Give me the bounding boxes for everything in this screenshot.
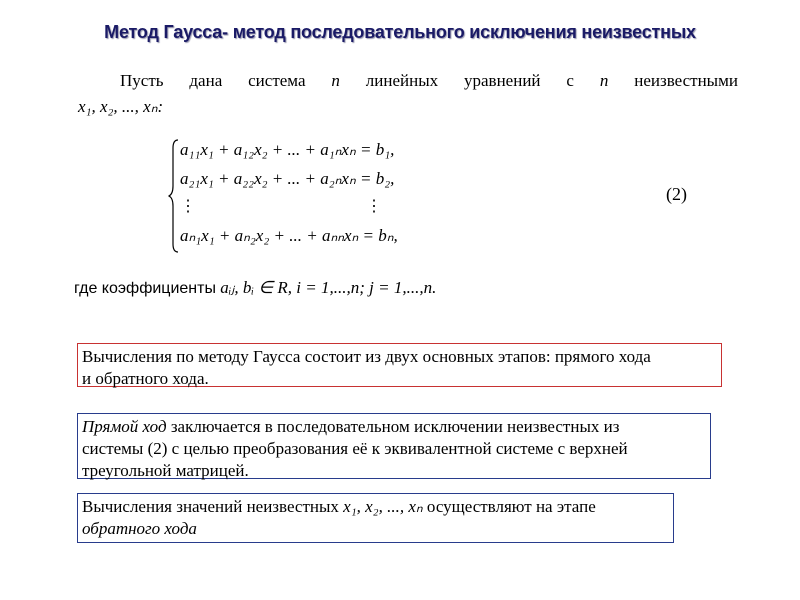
intro-line-1 xyxy=(78,68,738,94)
box-line: и обратного хода. xyxy=(82,369,209,388)
box-text: осуществляют на этапе xyxy=(422,497,596,516)
equation-2: a₂₁x₁ + a₂₂x₂ + ... + a₂ₙxₙ = b₂, xyxy=(180,169,395,188)
box-line: Вычисления по методу Гаусса состоит из двух основных этапов: прямого хода xyxy=(82,347,651,366)
equation-number: (2) xyxy=(666,184,687,204)
backward-pass-box xyxy=(77,493,674,543)
intro-word: линейных xyxy=(365,71,439,90)
intro-var-n: n xyxy=(599,71,609,90)
left-brace-icon xyxy=(168,138,180,254)
equation-system xyxy=(168,138,438,254)
vertical-dots-left: ⋮ xyxy=(180,198,196,215)
box-text: Вычисления значений неизвестных xyxy=(82,497,344,516)
coefficients-formula: aᵢⱼ, bᵢ ∈ R, i = 1,...,n; j = 1,...,n. xyxy=(220,278,437,297)
box-line: треугольной матрицей. xyxy=(82,461,249,480)
intro-paragraph xyxy=(78,68,738,120)
stages-box xyxy=(77,343,722,387)
box-line xyxy=(82,496,669,518)
box-text: заключается в последовательном исключении неизвестных из xyxy=(166,417,620,436)
vertical-dots-right: ⋮ xyxy=(366,198,382,215)
intro-unknowns: x₁, x₂, ..., xₙ: xyxy=(78,97,164,116)
intro-word: система xyxy=(248,71,306,90)
equation-1: a₁₁x₁ + a₁₂x₂ + ... + a₁ₙxₙ = b₁, xyxy=(180,140,395,159)
backward-pass-term: обратного хода xyxy=(82,519,197,538)
intro-var-n: n xyxy=(331,71,340,90)
intro-word: Пусть xyxy=(120,71,164,90)
coefficients-line xyxy=(74,278,436,298)
intro-word: уравнений xyxy=(464,71,541,90)
unknowns-vars: x₁, x₂, ..., xₙ xyxy=(343,497,423,516)
forward-pass-box xyxy=(77,413,711,479)
intro-word: неизвестными xyxy=(634,71,738,90)
box-line xyxy=(82,416,706,438)
intro-word: с xyxy=(566,71,574,90)
intro-word: дана xyxy=(189,71,223,90)
coefficients-lead: где коэффициенты xyxy=(74,280,216,297)
slide-title: Метод Гаусса- метод последовательного исключения неизвестных xyxy=(104,22,696,42)
equation-n: aₙ₁x₁ + aₙ₂x₂ + ... + aₙₙxₙ = bₙ, xyxy=(180,226,398,245)
box-line: системы (2) с целью преобразования её к эквивалентной системе с верхней xyxy=(82,439,628,458)
forward-pass-term: Прямой ход xyxy=(82,417,167,436)
